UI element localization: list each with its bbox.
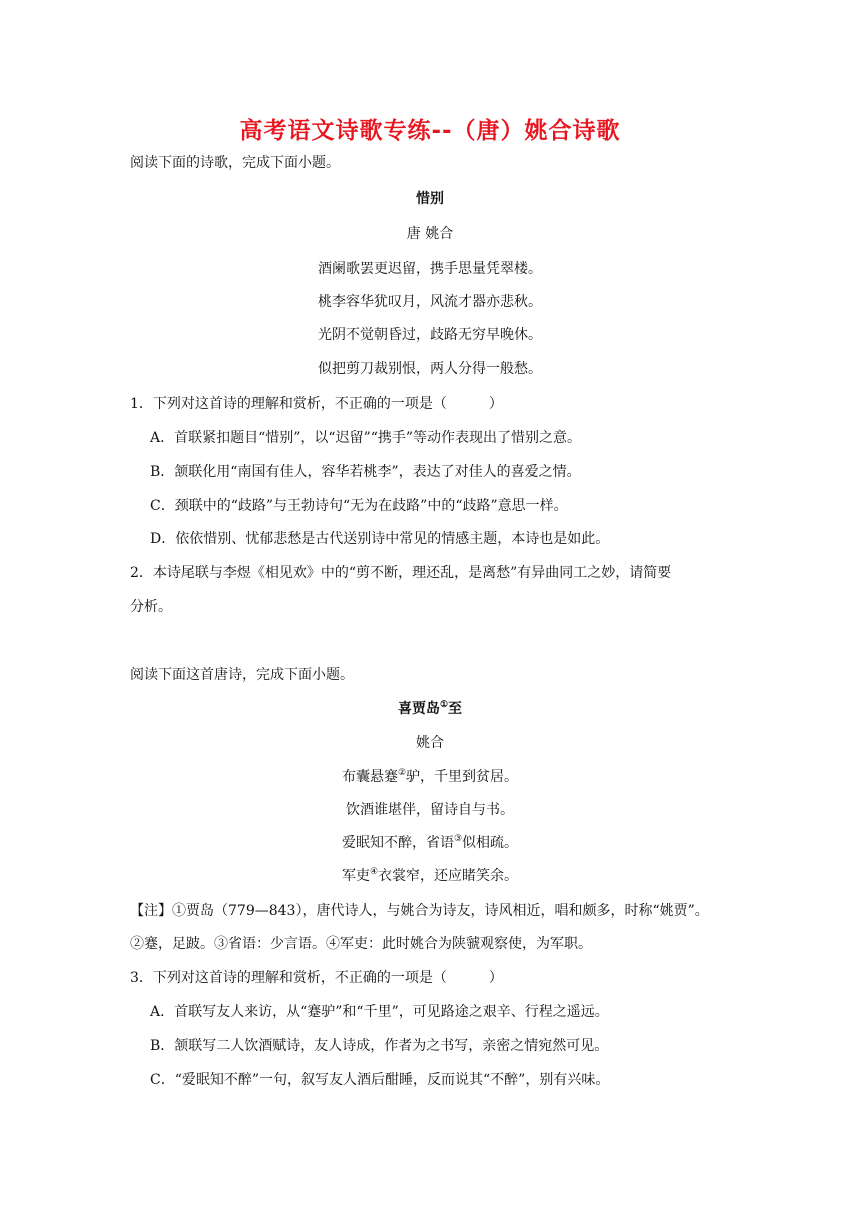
section1-instruction: 阅读下面的诗歌，完成下面小题。 (130, 155, 340, 171)
poem2-line-part: 布囊悬蹇 (341, 769, 398, 785)
poem1-title: 惜别 (416, 191, 444, 207)
poem1-author: 唐 姚合 (406, 226, 454, 242)
poem2-line (0, 866, 860, 886)
footnote-marker: ④ (369, 867, 379, 877)
poem2-line-part: 似相疏。 (462, 835, 519, 851)
question2-stem: 2．本诗尾联与李煜《相见欢》中的“剪不断，理还乱，是离愁”有异曲同工之妙，请简要 (130, 565, 672, 581)
poem2-note-continued: ②蹇，足跛。③省语：少言语。④军吏：此时姚合为陕虢观察使，为军职。 (130, 936, 592, 952)
poem1-line: 桃李容华犹叹月，风流才器亦悲秋。 (318, 294, 542, 310)
poem1-line: 光阴不觉朝昏过，歧路无穷早晚休。 (318, 327, 542, 343)
section2-instruction: 阅读下面这首唐诗，完成下面小题。 (130, 667, 354, 683)
poem2-title-part: 喜贾岛 (397, 701, 440, 717)
poem2-line-part: 军吏 (341, 868, 370, 884)
poem2-title-part: 至 (448, 701, 463, 717)
question1-option-b: B．颔联化用“南国有佳人，容华若桃李”，表达了对佳人的喜爱之情。 (150, 464, 581, 480)
document-title: 高考语文诗歌专练--（唐）姚合诗歌 (239, 118, 621, 144)
question2-stem-continued: 分析。 (130, 599, 172, 615)
poem2-line (0, 767, 860, 787)
question1-option-a: A．首联紧扣题目“惜别”，以“迟留”“携手”等动作表现出了惜别之意。 (150, 430, 582, 446)
question1-option-d: D．依依惜别、忧郁悲愁是古代送别诗中常见的情感主题，本诗也是如此。 (150, 531, 610, 547)
question3-stem: 3．下列对这首诗的理解和赏析，不正确的一项是（ ） (130, 970, 503, 986)
poem2-line: 饮酒谁堪伴，留诗自与书。 (346, 802, 514, 818)
footnote-marker: ② (397, 768, 407, 778)
footnote-marker: ③ (453, 834, 463, 844)
poem2-line-part: 驴，千里到贫居。 (406, 769, 519, 785)
poem2-note: 【注】①贾岛（779—843），唐代诗人，与姚合为诗友，诗风相近，唱和颇多，时称“姚贾”。 (130, 903, 709, 919)
question1-option-c: C．颈联中的“歧路”与王勃诗句“无为在歧路”中的“歧路”意思一样。 (150, 498, 568, 514)
poem2-title (0, 699, 860, 719)
question3-option-b: B．颔联写二人饮酒赋诗，友人诗成，作者为之书写，亲密之情宛然可见。 (150, 1038, 609, 1054)
question1-stem: 1．下列对这首诗的理解和赏析，不正确的一项是（ ） (130, 396, 503, 412)
footnote-marker: ① (439, 700, 449, 710)
poem2-author: 姚合 (416, 735, 444, 751)
question3-option-a: A．首联写友人来访，从“蹇驴”和“千里”，可见路途之艰辛、行程之遥远。 (150, 1004, 609, 1020)
poem2-line-part: 爱眠知不醉，省语 (341, 835, 454, 851)
question3-option-c: C．“爱眠知不醉”一句，叙写友人酒后酣睡，反而说其“不醉”，别有兴味。 (150, 1072, 610, 1088)
poem2-line-part: 衣裳窄，还应睹笑余。 (378, 868, 519, 884)
poem2-line (0, 833, 860, 853)
poem1-line: 似把剪刀裁别恨，两人分得一般愁。 (318, 361, 542, 377)
poem1-line: 酒阑歌罢更迟留，携手思量凭翠楼。 (318, 261, 542, 277)
